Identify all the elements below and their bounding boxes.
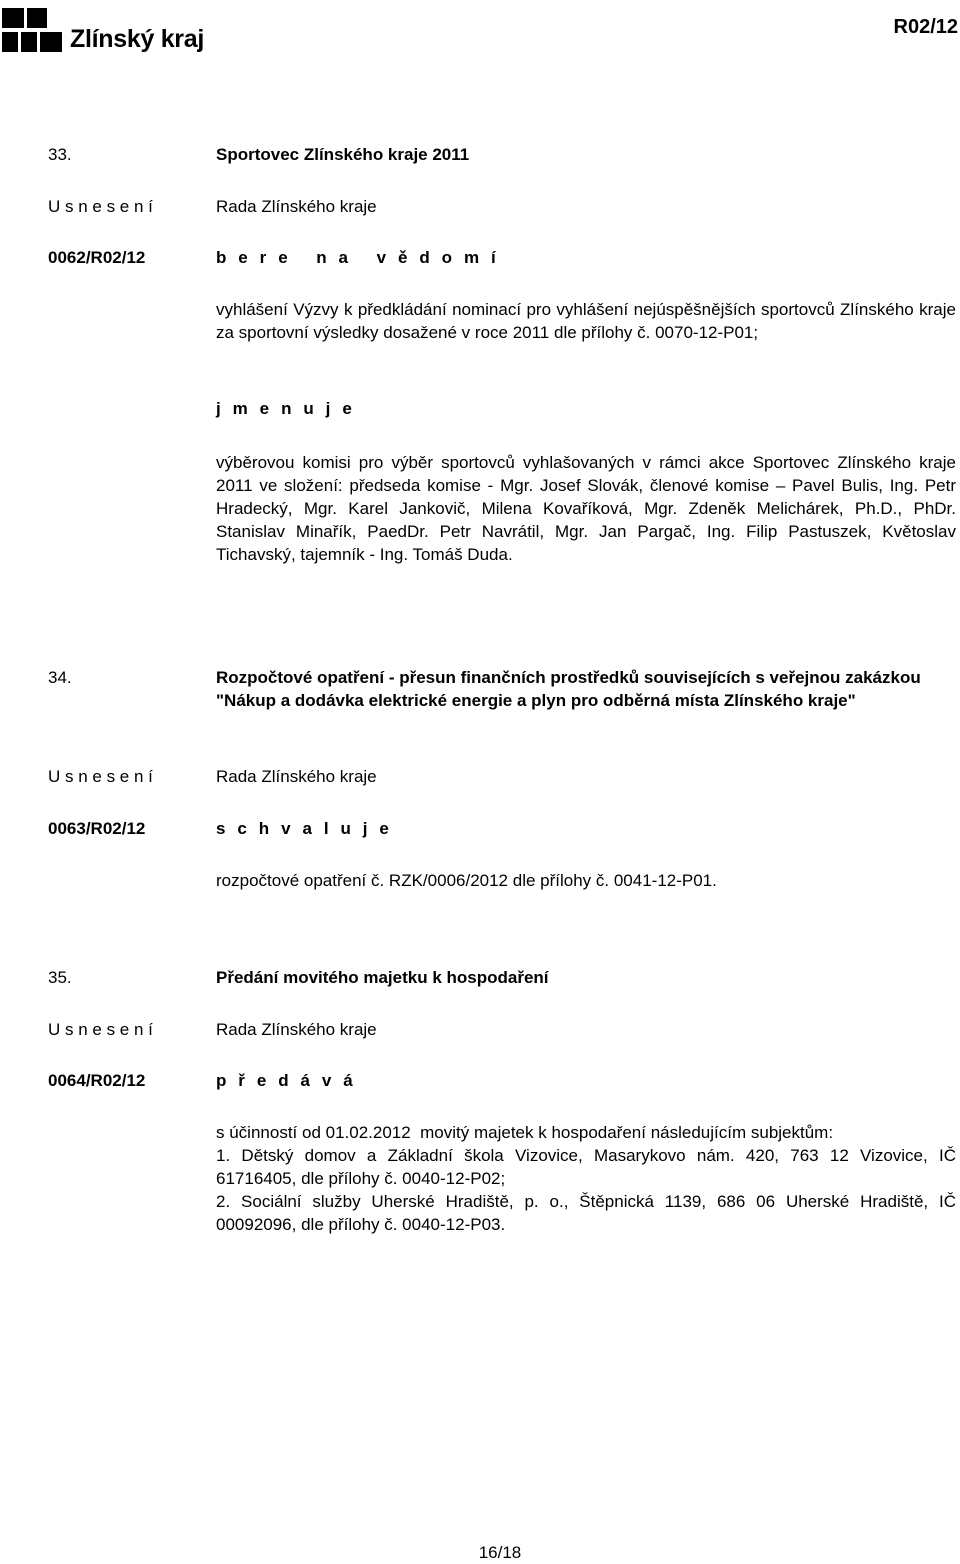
- resolution-body: Rada Zlínského kraje: [216, 1020, 377, 1039]
- list-item: 2. Sociální služby Uherské Hradiště, p. o., Štěpnická 1139, 686 06 Uherské Hradiště, IČ 00092096, dle přílohy č. 0040-12-P03.: [216, 1192, 956, 1234]
- resolution-body: Rada Zlínského kraje: [216, 197, 377, 216]
- resolution-verb: s c h v a l u j e: [216, 819, 393, 838]
- logo-icon: [2, 8, 64, 52]
- resolution-verb: b e r e n a v ě d o m í: [216, 248, 500, 267]
- resolution-text: s účinností od 01.02.2012 movitý majetek k hospodaření následujícím subjektům:: [216, 1123, 834, 1142]
- usneseni-label: U s n e s e n í: [48, 1020, 153, 1039]
- item-title: Rozpočtové opatření - přesun finančních prostředků souvisejících s veřejnou zakázkou "Nákup a dodávka elektrické energie a plyn pro odběrná místa Zlínského kraje": [216, 668, 921, 710]
- usneseni-label: U s n e s e n í: [48, 767, 153, 786]
- resolution-text: vyhlášení Výzvy k předkládání nominací pro vyhlášení nejúspěšnějších sportovců Zlínského kraje za sportovní výsledky dosažené v roce 2011 dle přílohy č. 0070-12-P01;: [216, 300, 956, 342]
- item-title: Sportovec Zlínského kraje 2011: [216, 145, 470, 164]
- item-number: 33.: [48, 145, 72, 164]
- usneseni-label: U s n e s e n í: [48, 197, 153, 216]
- resolution-number: 0063/R02/12: [48, 819, 146, 838]
- resolution-body: Rada Zlínského kraje: [216, 767, 377, 786]
- item-number: 34.: [48, 668, 72, 687]
- resolution-text: výběrovou komisi pro výběr sportovců vyhlašovaných v rámci akce Sportovec Zlínského kraje 2011 ve složení: předseda komise - Mgr. Josef Slovák, členové komise – Pavel Bulis, Ing. Petr Hradecký, Mgr. Karel Jankovič, Milena Kovaříková, Mgr. Zdeněk Melichárek, Ph.D., PhDr. Stanislav Minařík, PaedDr. Petr Navrátil, Mgr. Jan Pargač, Ing. Filip Pastuszek, Květoslav Tichavský, tajemník - Ing. Tomáš Duda.: [216, 453, 956, 564]
- list-item: 1. Dětský domov a Základní škola Vizovice, Masarykovo nám. 420, 763 12 Vizovice, IČ 61716405, dle přílohy č. 0040-12-P02;: [216, 1146, 956, 1188]
- resolution-number: 0062/R02/12: [48, 248, 146, 267]
- resolution-number: 0064/R02/12: [48, 1071, 146, 1090]
- resolution-verb: p ř e d á v á: [216, 1071, 357, 1090]
- page-number: 16/18: [478, 1543, 522, 1562]
- resolution-text: rozpočtové opatření č. RZK/0006/2012 dle přílohy č. 0041-12-P01.: [216, 871, 717, 890]
- resolution-verb: j m e n u j e: [216, 399, 356, 418]
- document-id: R02/12: [893, 16, 958, 38]
- org-name: Zlínský kraj: [70, 25, 204, 53]
- item-number: 35.: [48, 968, 72, 987]
- item-title: Předání movitého majetku k hospodaření: [216, 968, 549, 987]
